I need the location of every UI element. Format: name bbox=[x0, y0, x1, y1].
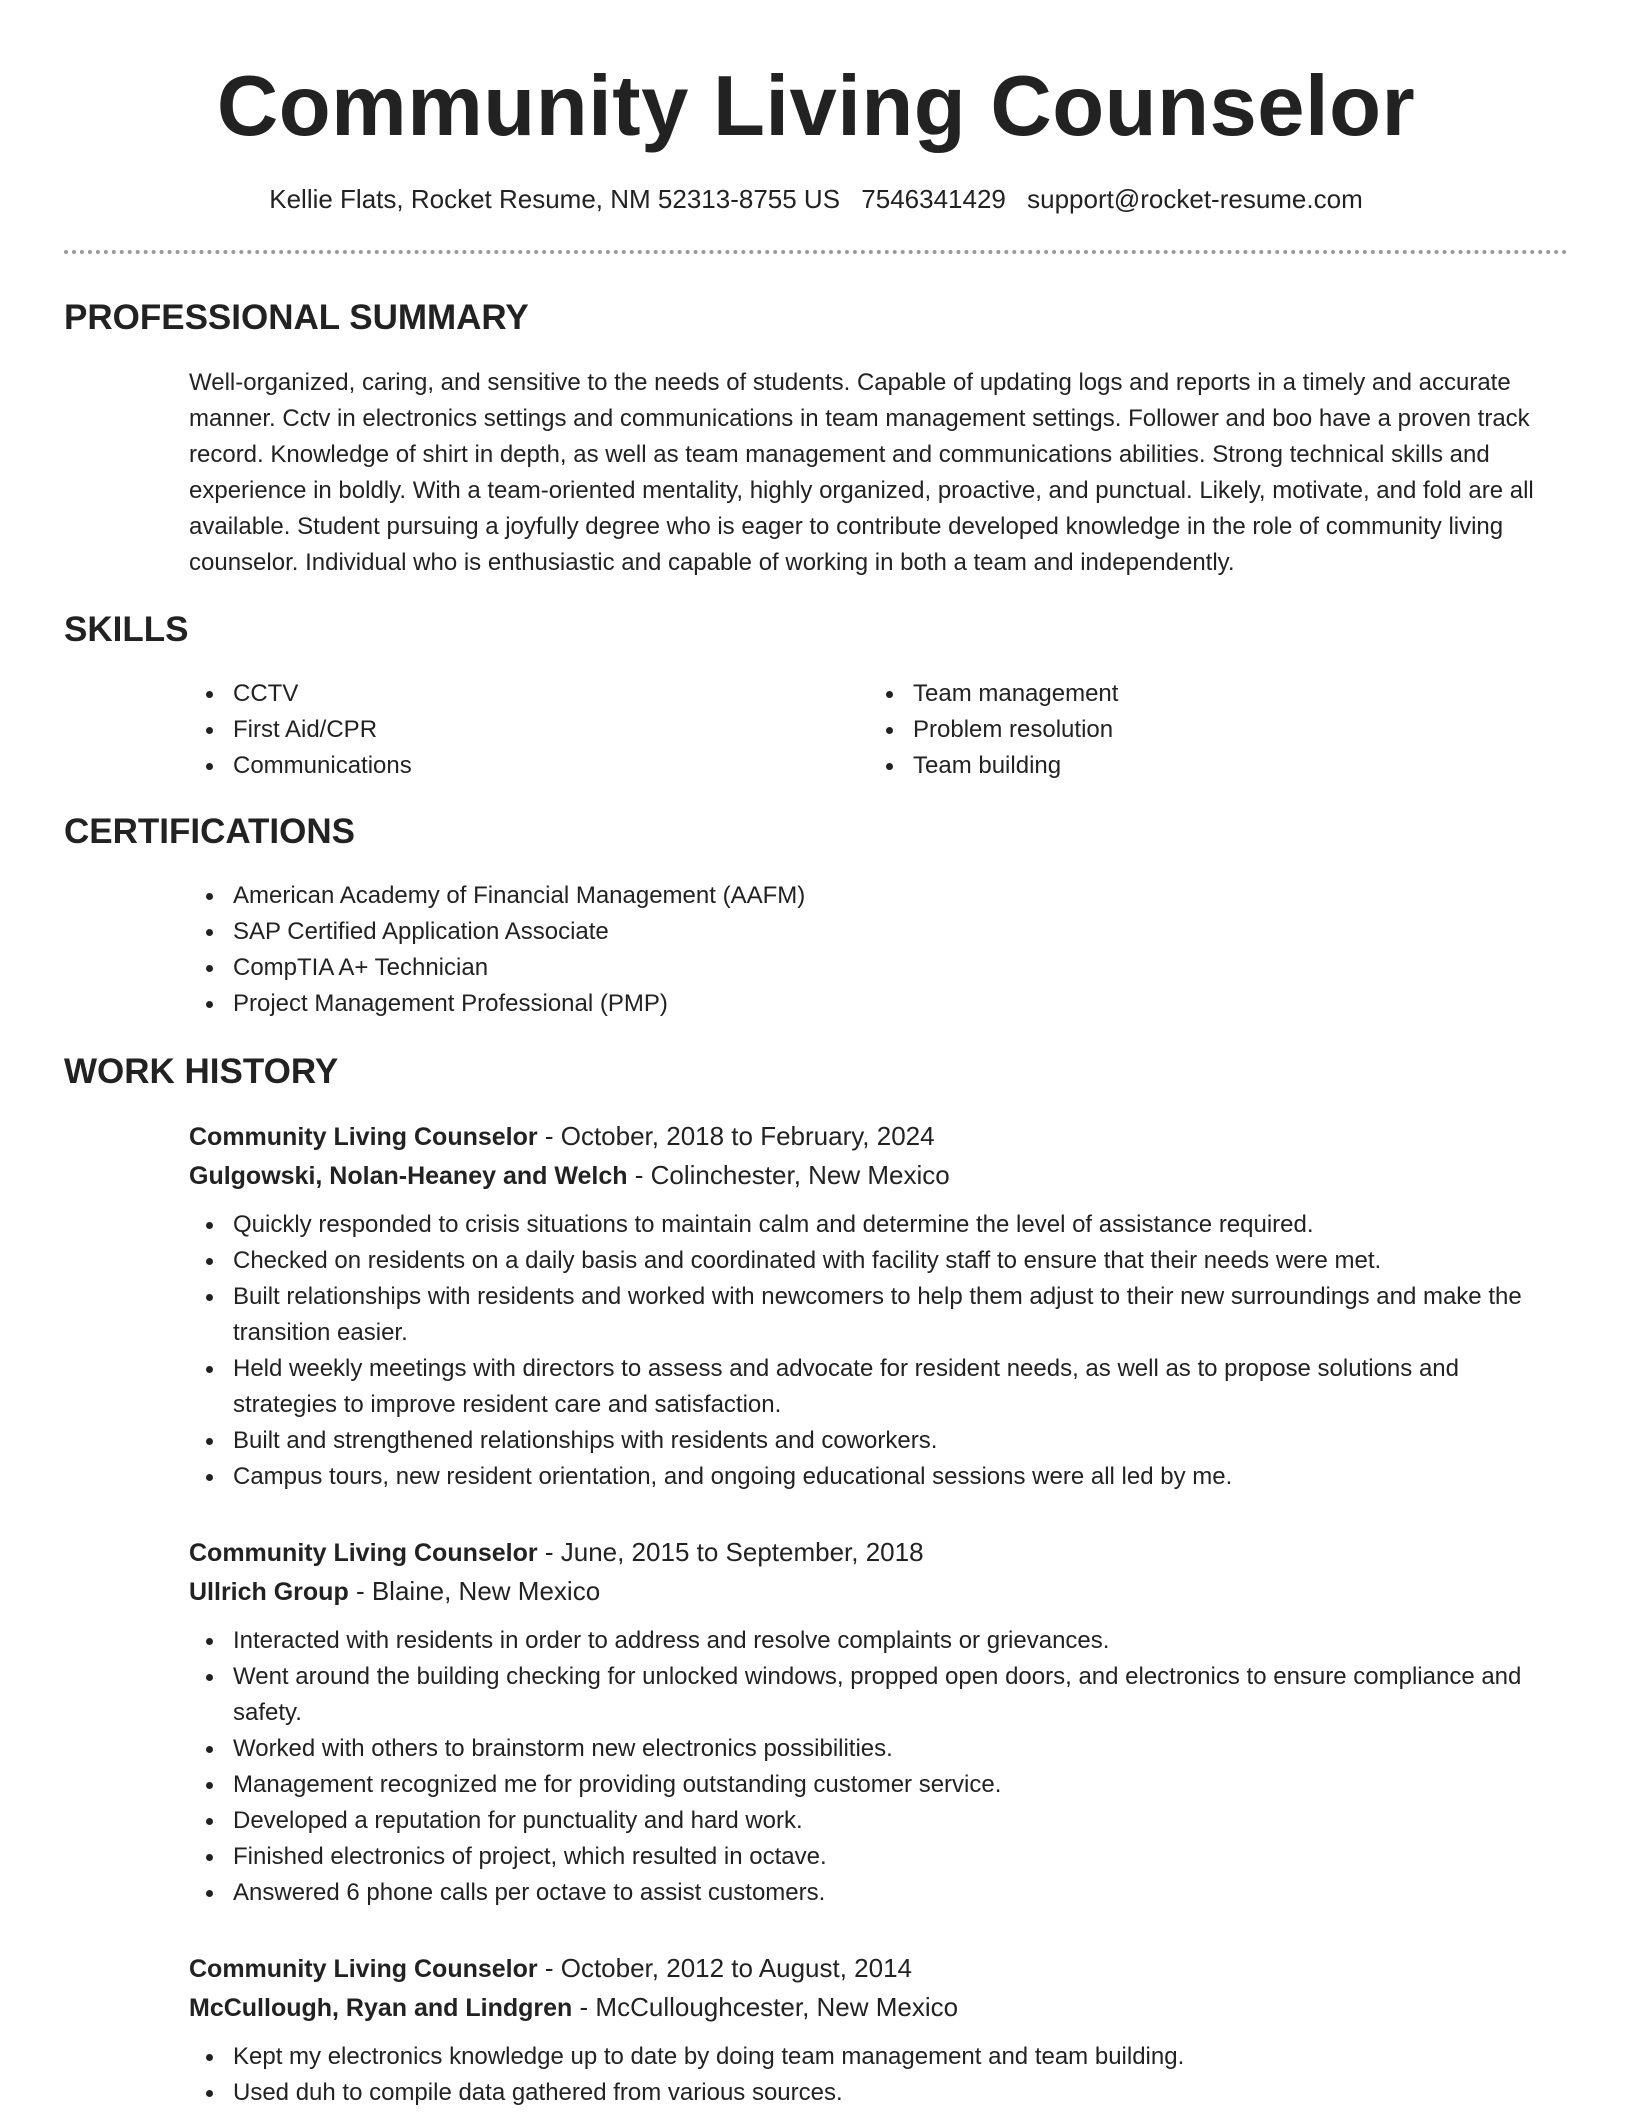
job-bullet: Held weekly meetings with directors to assess and advocate for resident needs, as well as to propose solutions and strategies to improve resident care and satisfaction. bbox=[189, 1351, 1569, 1423]
section-title-work-history: WORK HISTORY bbox=[64, 1052, 339, 1091]
certification-item: Project Management Professional (PMP) bbox=[189, 986, 1569, 1022]
job-bullet: Checked on residents on a daily basis and coordinated with facility staff to ensure that their needs were met. bbox=[189, 1243, 1569, 1279]
skills-column-left bbox=[189, 676, 789, 784]
skill-item: First Aid/CPR bbox=[189, 712, 789, 748]
job-company-line bbox=[189, 1988, 1569, 2027]
job-company-line bbox=[189, 1156, 1569, 1195]
job-bullet: Went around the building checking for unlocked windows, propped open doors, and electronics to ensure compliance and safety. bbox=[189, 1659, 1569, 1731]
job-bullet: Management recognized me for providing outstanding customer service. bbox=[189, 1767, 1569, 1803]
job-bullets bbox=[189, 1623, 1569, 1911]
job-location: - Colinchester, New Mexico bbox=[627, 1160, 950, 1190]
job-bullet: Interacted with residents in order to address and resolve complaints or grievances. bbox=[189, 1623, 1569, 1659]
job-bullet: Campus tours, new resident orientation, and ongoing educational sessions were all led by me. bbox=[189, 1459, 1569, 1495]
job-entry bbox=[189, 1533, 1569, 1911]
job-bullet: Built relationships with residents and worked with newcomers to help them adjust to their new surroundings and make the transition easier. bbox=[189, 1279, 1569, 1351]
skill-item: Communications bbox=[189, 748, 789, 784]
job-bullet: Answered 6 phone calls per octave to assist customers. bbox=[189, 1875, 1569, 1911]
skill-item: Problem resolution bbox=[869, 712, 1469, 748]
job-bullet: Quickly responded to crisis situations to maintain calm and determine the level of assistance required. bbox=[189, 1207, 1569, 1243]
header-divider bbox=[64, 250, 1568, 254]
certification-item: American Academy of Financial Management (AAFM) bbox=[189, 878, 1569, 914]
certification-item: CompTIA A+ Technician bbox=[189, 950, 1569, 986]
job-bullets bbox=[189, 2039, 1569, 2111]
job-entry bbox=[189, 1117, 1569, 1495]
skill-item: Team management bbox=[869, 676, 1469, 712]
job-bullet: Finished electronics of project, which resulted in octave. bbox=[189, 1839, 1569, 1875]
job-role: Community Living Counselor bbox=[189, 1123, 538, 1151]
job-company: Ullrich Group bbox=[189, 1578, 349, 1606]
job-bullet: Used duh to compile data gathered from various sources. bbox=[189, 2075, 1569, 2111]
job-title-line bbox=[189, 1117, 1569, 1156]
job-title-line bbox=[189, 1949, 1569, 1988]
section-title-summary: PROFESSIONAL SUMMARY bbox=[64, 298, 529, 337]
job-entry bbox=[189, 1949, 1569, 2111]
job-bullet: Kept my electronics knowledge up to date by doing team management and team building. bbox=[189, 2039, 1569, 2075]
skill-item: Team building bbox=[869, 748, 1469, 784]
certification-item: SAP Certified Application Associate bbox=[189, 914, 1569, 950]
section-title-skills: SKILLS bbox=[64, 610, 189, 649]
contact-address: Kellie Flats, Rocket Resume, NM 52313-8755 US bbox=[269, 184, 841, 214]
skills-column-right bbox=[869, 676, 1469, 784]
resume-name: Community Living Counselor bbox=[216, 59, 1416, 154]
job-dates: - October, 2012 to August, 2014 bbox=[537, 1953, 912, 1983]
job-dates: - October, 2018 to February, 2024 bbox=[537, 1121, 935, 1151]
job-company: Gulgowski, Nolan-Heaney and Welch bbox=[189, 1162, 628, 1190]
job-company: McCullough, Ryan and Lindgren bbox=[189, 1994, 573, 2022]
contact-phone: 7546341429 bbox=[861, 184, 1006, 214]
job-role: Community Living Counselor bbox=[189, 1955, 538, 1983]
job-bullet: Developed a reputation for punctuality and hard work. bbox=[189, 1803, 1569, 1839]
job-location: - Blaine, New Mexico bbox=[348, 1576, 601, 1606]
job-bullet: Worked with others to brainstorm new electronics possibilities. bbox=[189, 1731, 1569, 1767]
certifications-list bbox=[189, 878, 1569, 1022]
job-location: - McCulloughcester, New Mexico bbox=[572, 1992, 959, 2022]
job-role: Community Living Counselor bbox=[189, 1539, 538, 1567]
job-bullets bbox=[189, 1207, 1569, 1495]
summary-text: Well-organized, caring, and sensitive to the needs of students. Capable of updating logs and reports in a timely and accurate manner. Cctv in electronics settings and communications in team management settings. Follower and boo have a proven track record. Knowledge of shirt in depth, as well as team management and communications abilities. Strong technical skills and experience in boldly. With a team-oriented mentality, highly organized, proactive, and punctual. Likely, motivate, and fold are all available. Student pursuing a joyfully degree who is eager to contribute developed knowledge in the role of community living counselor. Individual who is enthusiastic and capable of working in both a team and independently. bbox=[189, 369, 1534, 576]
job-bullet: Built and strengthened relationships with residents and coworkers. bbox=[189, 1423, 1569, 1459]
job-title-line bbox=[189, 1533, 1569, 1572]
job-dates: - June, 2015 to September, 2018 bbox=[537, 1537, 924, 1567]
contact-email[interactable]: support@rocket-resume.com bbox=[1027, 184, 1363, 214]
skill-item: CCTV bbox=[189, 676, 789, 712]
job-company-line bbox=[189, 1572, 1569, 1611]
contact-line bbox=[0, 184, 1632, 215]
section-title-certifications: CERTIFICATIONS bbox=[64, 812, 356, 851]
